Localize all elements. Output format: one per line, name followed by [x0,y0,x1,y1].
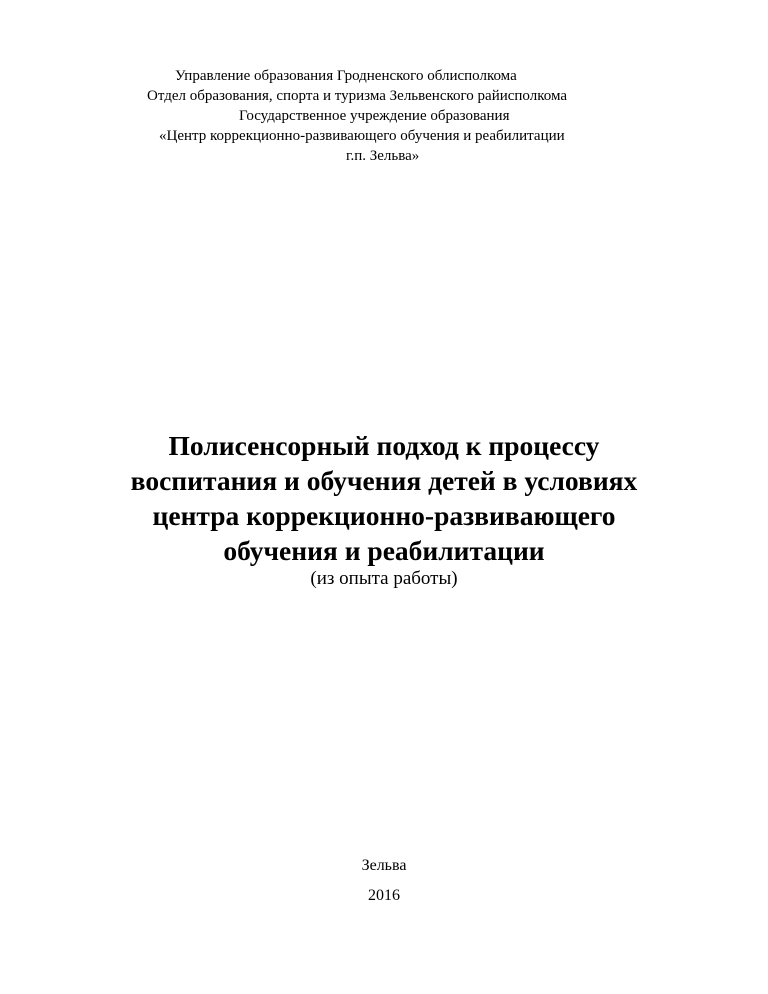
title-line-2: воспитания и обучения детей в условиях [130,465,638,496]
title-line-4: обучения и реабилитации [223,535,545,566]
document-subtitle: (из опыта работы) [310,568,458,589]
header-line-department: Отдел образования, спорта и туризма Зельвенского райисполкома [147,88,568,104]
header-line-institution-name: «Центр коррекционно-развивающего обучения и реабилитации [159,128,565,144]
header-line-authority: Управление образования Гродненского облисполкома [175,68,517,84]
institution-header [0,66,768,166]
header-line-institution-type: Государственное учреждение образования [239,108,510,124]
publication-place: Зельва [361,857,407,874]
title-line-3: центра коррекционно-развивающего [152,500,616,531]
header-line-location: г.п. Зельва» [346,148,420,164]
document-title-block [0,428,768,590]
title-line-1: Полисенсорный подход к процессу [168,430,600,461]
publication-year: 2016 [368,887,400,904]
